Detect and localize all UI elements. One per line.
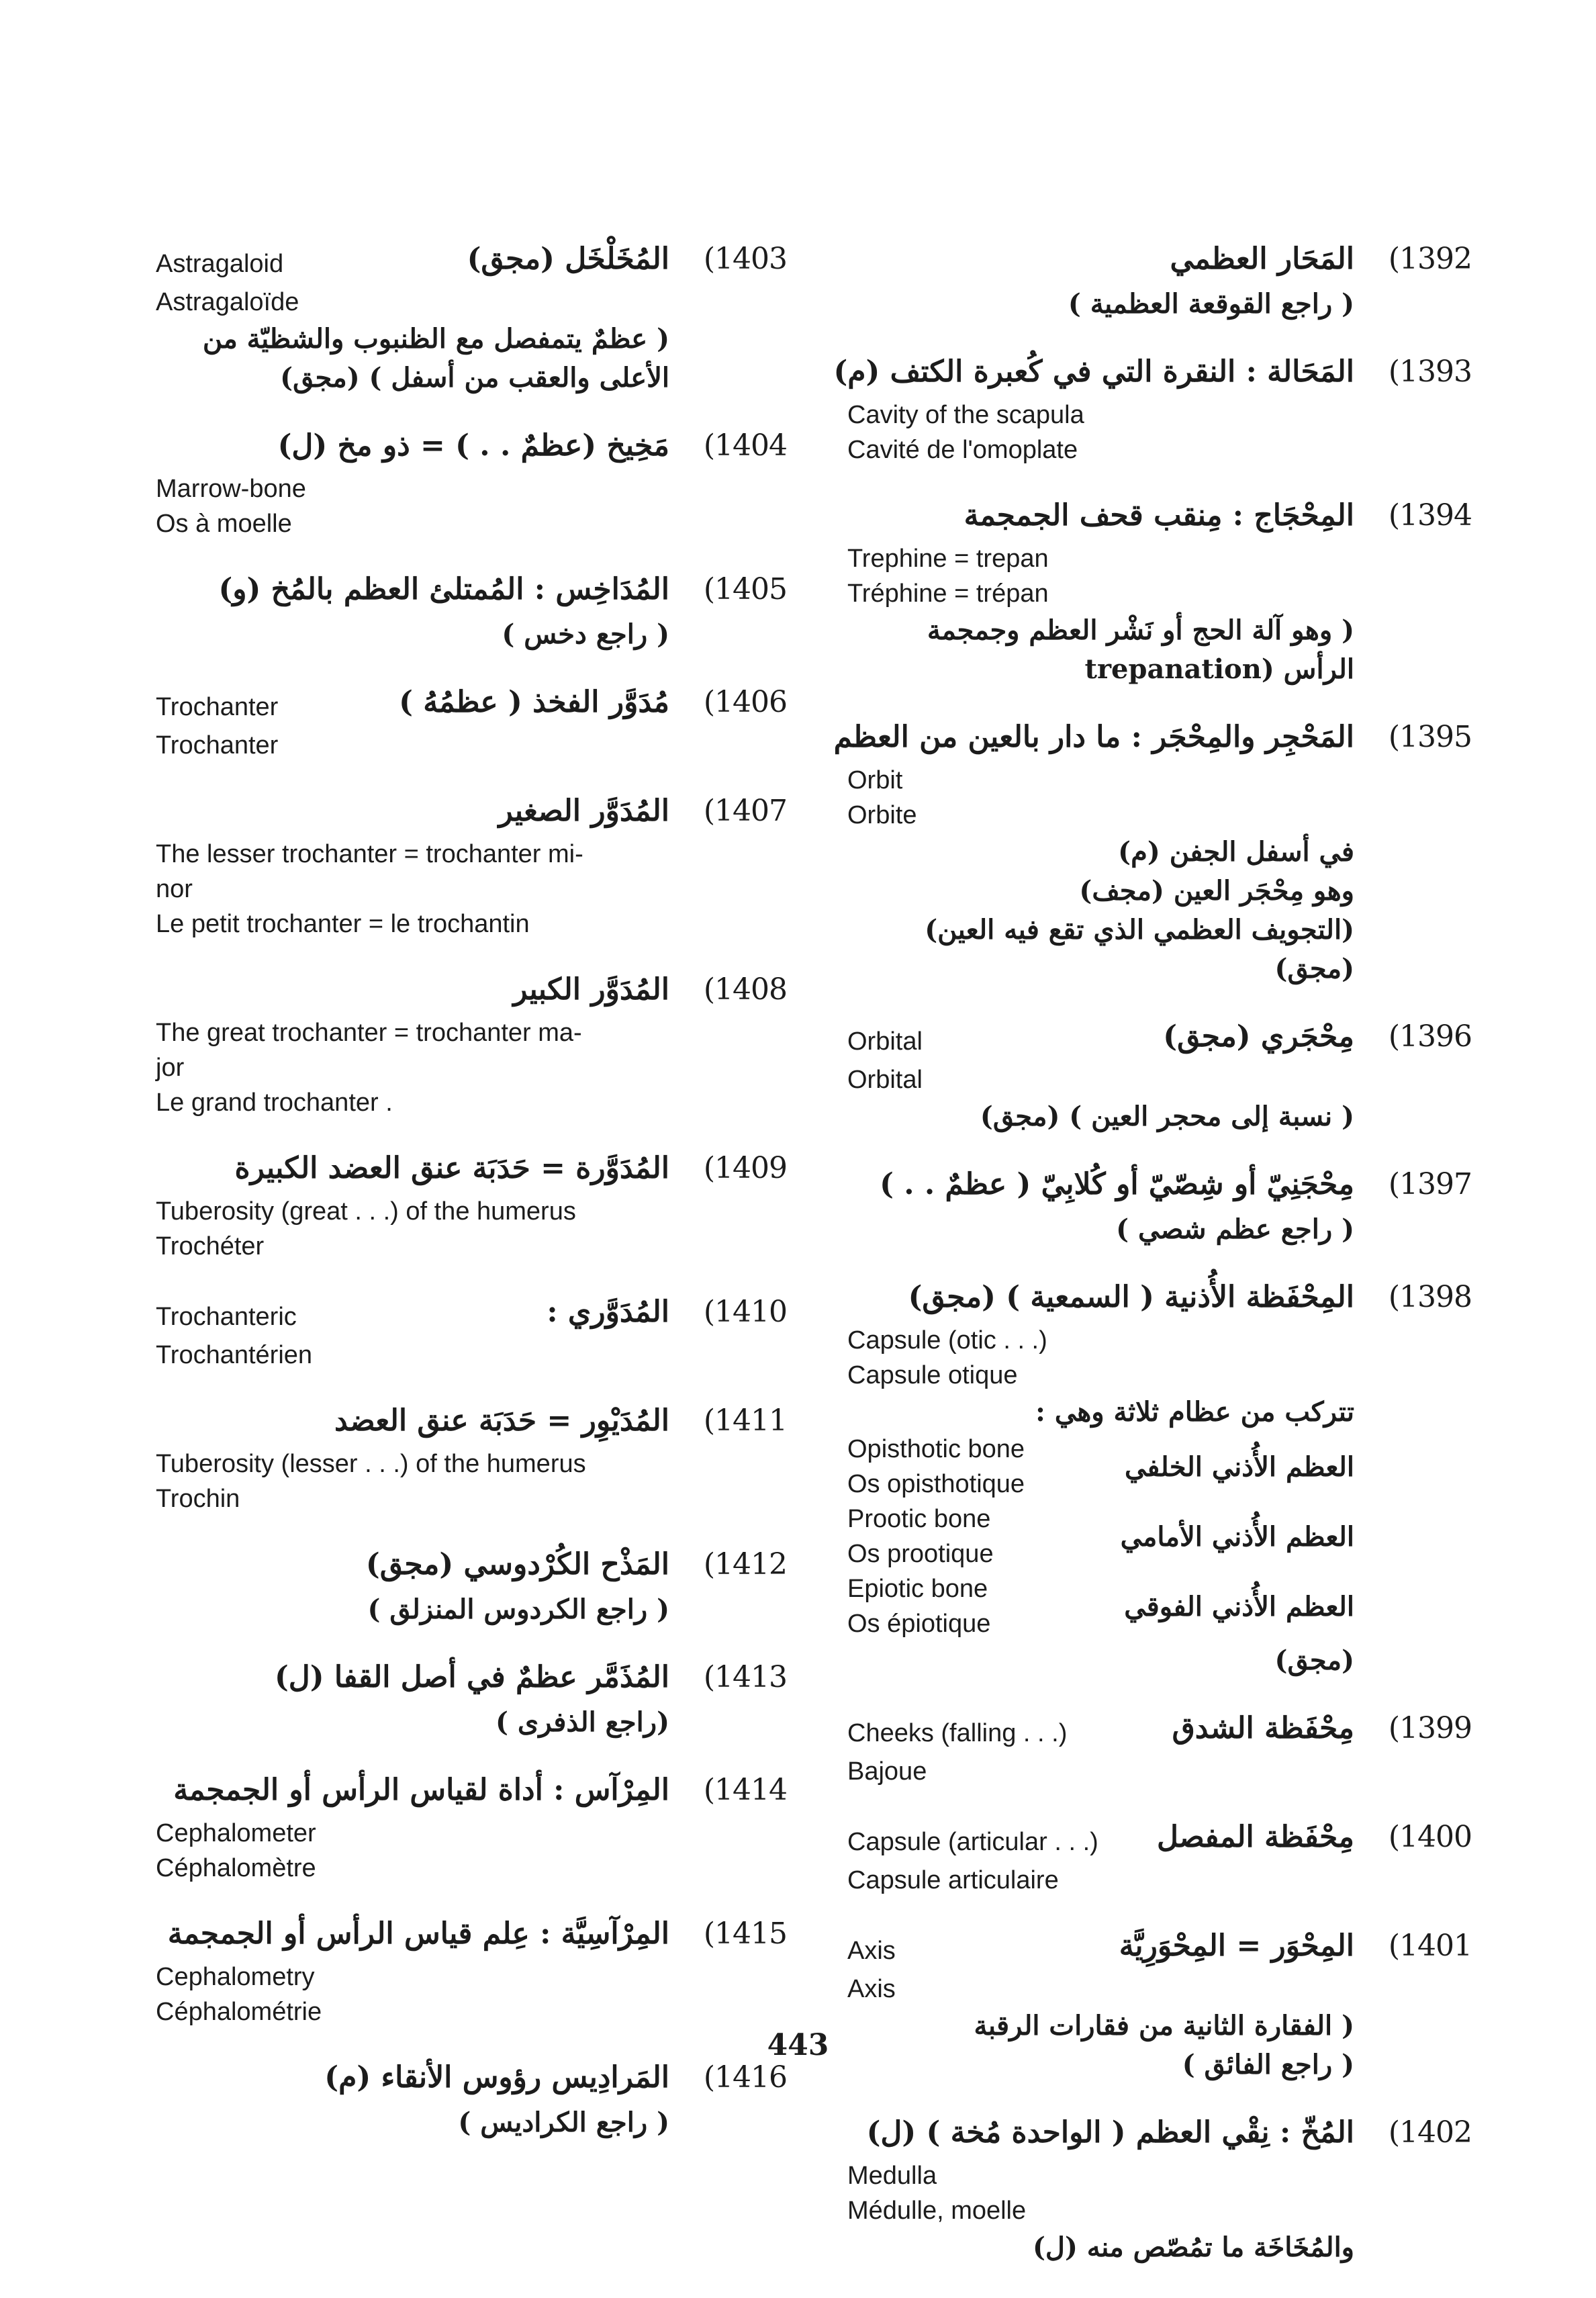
sub-arabic-term: العظم الأُذني الخلفي — [1124, 1451, 1354, 1483]
entry-number: (1396 — [1388, 1019, 1472, 1054]
entry-header — [156, 1151, 787, 1194]
arabic-term: المُدَوَّر الصغير — [498, 794, 669, 828]
arabic-note: (التجويف العظمي الذي تقع فيه العين)(مجق) — [925, 914, 1354, 984]
entry-number: (1408 — [703, 972, 787, 1007]
sub-arabic-term: العظم الأُذني الأمامي — [1120, 1520, 1354, 1553]
sub-translation — [847, 1571, 990, 1641]
dictionary-entry — [156, 2060, 787, 2142]
dictionary-entry — [156, 572, 787, 654]
arabic-term: المُدَيْوِر = حَدَبَة عنق العضد — [334, 1404, 669, 1438]
arabic-term: المَحَالة : النقرة التي في كُعبرة الكتف (م) — [833, 355, 1354, 389]
translation-line: nor — [156, 875, 193, 903]
dictionary-entry — [156, 972, 787, 1120]
translation-line: Orbite — [847, 801, 917, 829]
entry-header — [156, 794, 787, 837]
arabic-note: ( الفقارة الثانية من فقارات الرقبة — [974, 2010, 1354, 2041]
arabic-term: المُخّ : نِقْي العظم ( الواحدة مُخة ) (ل) — [866, 2115, 1354, 2150]
arabic-term: مُدَوَّر الفخذ ( عظمُهُ ) — [399, 685, 669, 719]
translation-line: jor — [156, 1054, 185, 1082]
dictionary-entry — [847, 1820, 1472, 1898]
arabic-term: مِحْجَري (مجق) — [1163, 1019, 1354, 1054]
arabic-term: مِحْجَنِيّ أو شِصّيّ أو كُلابِيّ ( عظمٌ . . ) — [880, 1167, 1354, 1201]
entry-number: (1405 — [703, 572, 787, 606]
translation-line: Tuberosity (lesser . . .) of the humerus — [156, 1450, 586, 1478]
entry-number: (1400 — [1388, 1820, 1472, 1854]
translation-line: Os à moelle — [156, 510, 292, 538]
entry-number: (1403 — [703, 242, 787, 276]
entry-header — [156, 1295, 787, 1338]
entry-header — [847, 1711, 1472, 1754]
entry-number: (1406 — [703, 685, 787, 719]
dictionary-entry — [156, 1151, 787, 1264]
entry-header — [156, 1547, 787, 1590]
arabic-term: المُدَوَّرة = حَدَبَة عنق العضد الكبيرة — [234, 1151, 669, 1185]
dictionary-entry — [156, 1404, 787, 1516]
english-term: Trochanteric — [156, 1303, 297, 1331]
dictionary-entry — [156, 685, 787, 763]
translation-line: Trephine = trepan — [847, 545, 1049, 573]
arabic-term: المُدَاخِس : المُمتلئ العظم بالمُخ (و) — [218, 572, 669, 606]
translation-line: Os prootique — [847, 1540, 994, 1568]
entry-header — [847, 242, 1472, 285]
dictionary-entry — [833, 355, 1472, 467]
translation-line: Cavité de l'omoplate — [847, 436, 1078, 464]
english-term: Capsule (articular . . .) — [847, 1828, 1098, 1856]
translation-line: Tuberosity (great . . .) of the humerus — [156, 1197, 576, 1226]
english-term: Axis — [847, 1937, 896, 1965]
entry-number: (1392 — [1388, 242, 1472, 276]
arabic-term: مِحْفَظة المفصل — [1156, 1820, 1354, 1854]
entry-number: (1415 — [703, 1917, 787, 1951]
arabic-term: المِرْآسِيَّة : عِلم قياس الرأس أو الجمجمة — [167, 1917, 669, 1951]
entry-header — [156, 685, 787, 728]
entry-header — [156, 2060, 787, 2103]
entry-number: (1402 — [1388, 2115, 1472, 2150]
entry-header — [847, 498, 1472, 541]
arabic-term: المَحَار العظمي — [1170, 242, 1354, 276]
arabic-term: المَحْجِر والمِحْجَر : ما دار بالعين من العظم — [833, 720, 1354, 754]
arabic-note: والمُخَاخَة ما تمُصّص منه (ل) — [1032, 2232, 1354, 2263]
arabic-note: ( راجع عظم شصي ) — [1116, 1213, 1354, 1245]
arabic-note: تتركب من عظام ثلاثة وهي : — [1035, 1396, 1354, 1428]
entry-header — [833, 720, 1472, 763]
sub-arabic-term: العظم الأُذني الفوقي — [1124, 1590, 1354, 1622]
translation-line: Capsule articulaire — [847, 1866, 1059, 1894]
entry-number: (1407 — [703, 794, 787, 828]
entry-number: (1410 — [703, 1295, 787, 1329]
translation-line: Le grand trochanter . — [156, 1089, 393, 1117]
entry-header — [156, 1404, 787, 1446]
english-term: Astragaloid — [156, 250, 284, 278]
entry-header — [833, 355, 1472, 398]
translation-line: The great trochanter = trochanter ma- — [156, 1019, 582, 1047]
entry-number: (1413 — [703, 1660, 787, 1694]
dictionary-entry — [156, 1917, 787, 2029]
dictionary-entry — [847, 242, 1472, 324]
sub-entry — [847, 1571, 1472, 1641]
translation-line: Cephalometry — [156, 1963, 315, 1991]
translation-line: Trochanter — [156, 731, 279, 760]
right-column — [833, 242, 1472, 2298]
arabic-term: المَرادِيس رؤوس الأنقاء (م) — [324, 2060, 669, 2095]
entry-number: (1414 — [703, 1773, 787, 1807]
arabic-term: المِحْفَظة الأُذنية ( السمعية ) (مجق) — [908, 1280, 1354, 1314]
left-column — [156, 242, 787, 2173]
dictionary-entry — [847, 1711, 1472, 1789]
arabic-term: المِرْآس : أداة لقياس الرأس أو الجمجمة — [173, 1773, 669, 1807]
entry-number: (1409 — [703, 1151, 787, 1185]
dictionary-entry — [156, 242, 787, 398]
entry-number: (1416 — [703, 2060, 787, 2095]
dictionary-entry — [833, 720, 1472, 989]
translation-line: Os opisthotique — [847, 1470, 1025, 1498]
translation-line: Marrow-bone — [156, 475, 306, 503]
translation-line: Trochin — [156, 1485, 240, 1513]
entry-header — [156, 1917, 787, 1960]
entry-header — [156, 972, 787, 1015]
sub-translation — [847, 1502, 994, 1571]
arabic-note: في أسفل الجفن (م) — [1118, 836, 1354, 868]
translation-line: Medulla — [847, 2162, 937, 2190]
dictionary-entry — [156, 1547, 787, 1629]
dictionary-entry — [156, 794, 787, 941]
translation-line: Trochéter — [156, 1232, 265, 1260]
dictionary-entry — [847, 1167, 1472, 1249]
dictionary-entry — [847, 2115, 1472, 2267]
entry-header — [847, 1280, 1472, 1323]
arabic-note: ( راجع الكراديس ) — [458, 2107, 669, 2138]
entry-header — [156, 1773, 787, 1816]
arabic-note: الرأس (trepanation — [1084, 653, 1354, 685]
arabic-term: مِحْفَظة الشدق — [1172, 1711, 1354, 1745]
arabic-note: ( راجع دخس ) — [502, 618, 669, 650]
entry-header — [847, 1929, 1472, 1972]
arabic-term: المُدَوَّر الكبير — [513, 972, 669, 1007]
arabic-term: المَذْح الكُرْدوسي (مجق) — [365, 1547, 669, 1581]
arabic-note: ( نسبة إلى محجر العين ) (مجق) — [980, 1101, 1354, 1132]
translation-line: Cephalometer — [156, 1819, 316, 1847]
english-term: Orbital — [847, 1027, 923, 1056]
entry-number: (1398 — [1388, 1280, 1472, 1314]
entry-header — [847, 2115, 1472, 2158]
entry-header — [847, 1820, 1472, 1863]
sub-entry — [847, 1432, 1472, 1502]
translation-line: Capsule otique — [847, 1361, 1018, 1389]
arabic-note: ( وهو آلة الحج أو نَشْر العظم وجمجمة — [927, 614, 1354, 646]
translation-line: Opisthotic bone — [847, 1435, 1025, 1463]
translation-line: Epiotic bone — [847, 1575, 988, 1603]
dictionary-entry — [156, 1295, 787, 1373]
translation-line: Céphalomètre — [156, 1854, 316, 1882]
arabic-term: المُذَمَّر عظمٌ في أصل القفا (ل) — [274, 1660, 669, 1694]
entry-header — [156, 428, 787, 471]
entry-number: (1411 — [703, 1404, 787, 1438]
arabic-term: المُدَوَّري : — [547, 1295, 669, 1329]
entry-number: (1393 — [1388, 355, 1472, 389]
entry-number: (1399 — [1388, 1711, 1472, 1745]
dictionary-entry — [847, 498, 1472, 689]
translation-line: Le petit trochanter = le trochantin — [156, 910, 530, 938]
translation-line: Médulle, moelle — [847, 2197, 1027, 2225]
arabic-note: الأعلى والعقب من أسفل ) (مجق) — [280, 362, 669, 394]
arabic-note: ( راجع القوقعة العظمية ) — [1068, 288, 1354, 320]
entry-number: (1412 — [703, 1547, 787, 1581]
translation-line: Bajoue — [847, 1757, 927, 1786]
entry-number: (1404 — [703, 428, 787, 463]
translation-line: Cavity of the scapula — [847, 401, 1084, 429]
translation-line: Tréphine = trépan — [847, 580, 1049, 608]
dictionary-entry — [156, 1660, 787, 1742]
sub-translation — [847, 1432, 1025, 1502]
entry-number: (1397 — [1388, 1167, 1472, 1201]
dictionary-entry — [847, 1280, 1472, 1680]
entry-number: (1394 — [1388, 498, 1472, 533]
arabic-term: مَخِيخ (عظمٌ . . ) = ذو مخ (ل) — [277, 428, 669, 463]
sub-entry — [847, 1502, 1472, 1571]
dictionary-entry — [156, 1773, 787, 1886]
translation-line: Astragaloïde — [156, 288, 299, 316]
arabic-term: المِحْوَر = المِحْوَرِيَّة — [1119, 1929, 1354, 1963]
translation-line: The lesser trochanter = trochanter mi- — [156, 840, 583, 868]
translation-line: Capsule (otic . . .) — [847, 1326, 1047, 1354]
english-term: Trochanter — [156, 693, 279, 721]
entry-number: (1401 — [1388, 1929, 1472, 1963]
entry-header — [156, 242, 787, 285]
arabic-term: المِحْجَاج : مِنقب قحف الجمجمة — [964, 498, 1354, 533]
english-term: Cheeks (falling . . .) — [847, 1719, 1068, 1747]
arabic-note: ( عظمٌ يتمفصل مع الظنبوب والشظيّة من — [202, 323, 669, 355]
arabic-note: ( راجع الكردوس المنزلق ) — [367, 1594, 669, 1625]
page-number: 443 — [767, 2028, 829, 2062]
dictionary-entry — [156, 428, 787, 541]
translation-line: Orbit — [847, 766, 903, 794]
arabic-note: وهو مِحْجَر العين (مجف) — [1079, 875, 1354, 907]
translation-line: Orbital — [847, 1066, 923, 1094]
translation-line: Axis — [847, 1975, 896, 2003]
dictionary-entry — [847, 1019, 1472, 1136]
entry-number: (1395 — [1388, 720, 1472, 754]
arabic-note: (مجق) — [1274, 1645, 1354, 1676]
translation-line: Trochantérien — [156, 1341, 313, 1369]
entry-header — [847, 1019, 1472, 1062]
arabic-note: (راجع الذفرى ) — [496, 1706, 669, 1738]
entry-header — [847, 1167, 1472, 1210]
translation-line: Prootic bone — [847, 1505, 991, 1533]
translation-line: Os épiotique — [847, 1610, 991, 1638]
arabic-note: ( راجع الفائق ) — [1182, 2049, 1354, 2080]
arabic-term: المُخَلْخَل (مجق) — [467, 242, 669, 276]
entry-header — [156, 572, 787, 615]
translation-line: Céphalométrie — [156, 1998, 322, 2026]
entry-header — [156, 1660, 787, 1703]
